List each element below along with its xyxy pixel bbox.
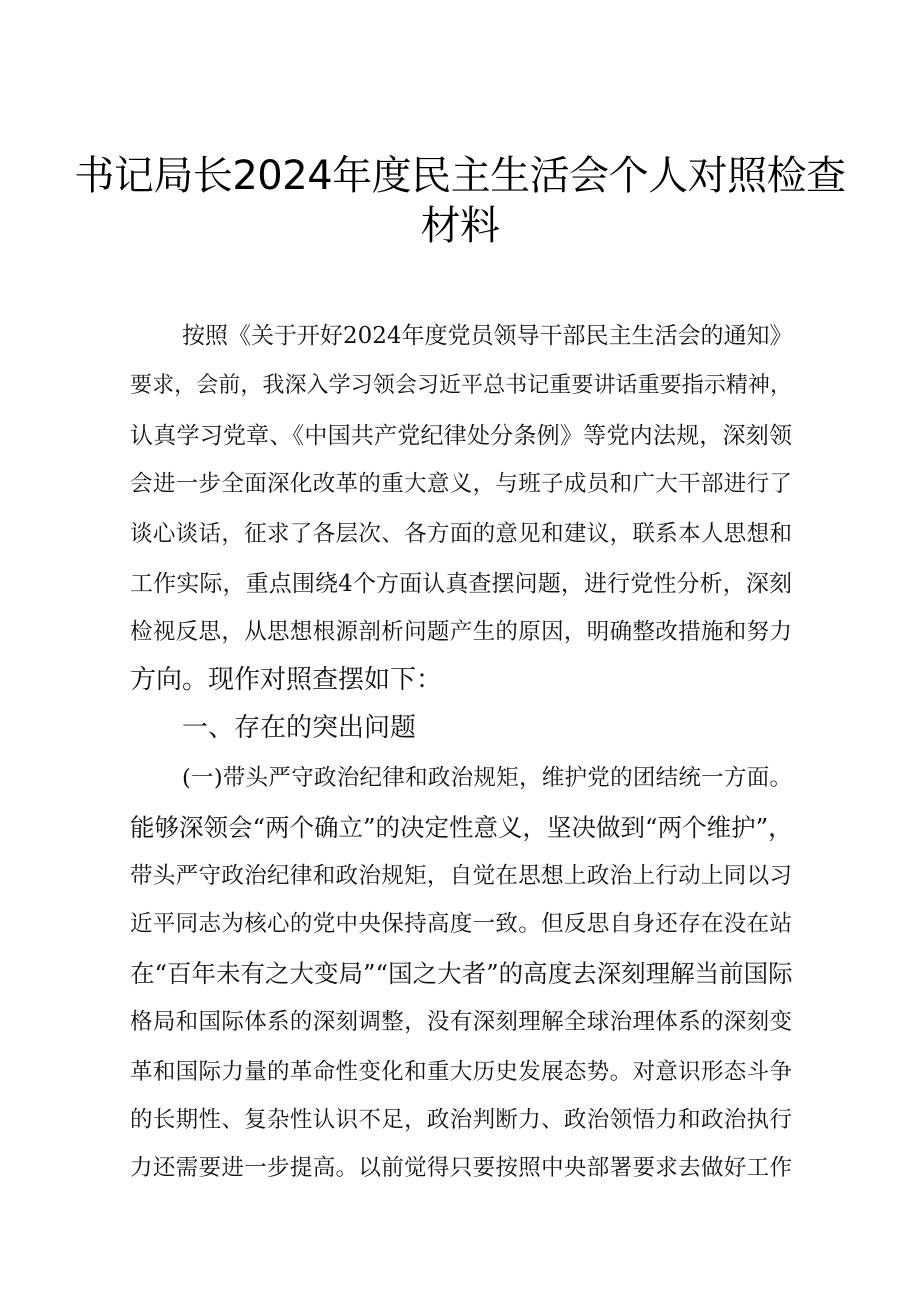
intro-line: 认真学习党章、《中国共产党纪律处分条例》等党内法规，深刻领 [130,423,792,449]
paragraph-line: 力还需要进一步提高。以前觉得只要按照中央部署要求去做好工作 [130,1155,792,1181]
paragraph-line: 革和国际力量的革命性变化和重大历史发展态势。对意识形态斗争 [130,1059,792,1085]
paragraph-line: 带头严守政治纪律和政治规矩，自觉在思想上政治上行动上同以习 [130,863,792,889]
paragraph-line: 的长期性、复杂性认识不足，政治判断力、政治领悟力和政治执行 [130,1107,792,1133]
intro-line: 工作实际，重点围绕4个方面认真查摆问题，进行党性分析，深刻 [130,571,792,597]
paragraph-line: 在“百年未有之大变局”“国之大者”的高度去深刻理解当前国际 [130,959,793,988]
section-heading: 一、存在的突出问题 [182,713,417,743]
paragraph-line: 格局和国际体系的深刻调整，没有深刻理解全球治理体系的深刻变 [130,1009,792,1035]
intro-line: 要求，会前，我深入学习领会习近平总书记重要讲话重要指示精神， [130,373,792,398]
intro-line: 会进一步全面深化改革的重大意义，与班子成员和广大干部进行了 [130,471,792,497]
intro-line: 检视反思，从思想根源剖析问题产生的原因，明确整改措施和努力 [130,619,792,645]
paragraph-line: 近平同志为核心的党中央保持高度一致。但反思自身还存在没在站 [130,911,792,937]
intro-line: 方向。现作对照查摆如下： [130,665,443,695]
document-title: 书记局长2024年度民主生活会个人对照检查 [74,153,846,199]
paragraph-line: 能够深领会“两个确立”的决定性意义，坚决做到“两个维护”， [130,813,793,842]
intro-line: 谈心谈话，征求了各层次、各方面的意见和建议，联系本人思想和 [130,521,792,547]
intro-line: 按照《关于开好2024年度党员领导干部民主生活会的通知》 [182,323,793,349]
paragraph-line: (一)带头严守政治纪律和政治规矩，维护党的团结统一方面。 [182,765,792,791]
document-title-continued: 材料 [420,203,500,249]
